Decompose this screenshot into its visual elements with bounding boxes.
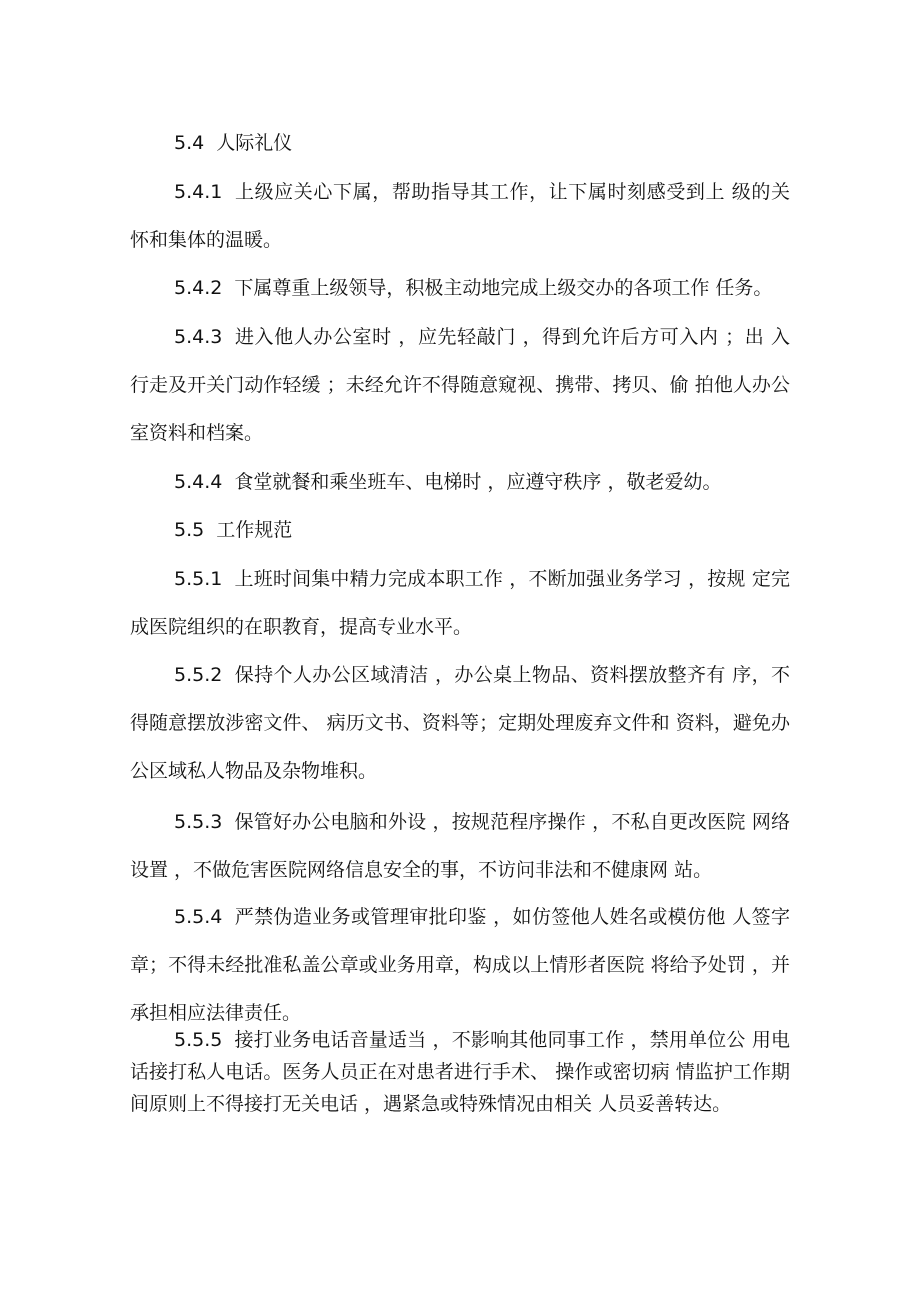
paragraph-number: 5.5.2 xyxy=(174,664,223,686)
paragraph-5-5-1 xyxy=(130,555,790,651)
paragraph-5-5 xyxy=(130,506,790,554)
paragraph-5-5-2 xyxy=(130,651,790,795)
paragraph-text: 进入他人办公室时 ，应先轻敲门 ，得到允许后方可入内 ；出 入行走及开关门动作轻缓 ；未经允许不得随意窥视、携带、拷贝、偷 拍他人办公室资料和档案。 xyxy=(130,326,790,444)
paragraph-number: 5.4 xyxy=(174,132,205,154)
paragraph-5-5-4 xyxy=(130,893,790,1037)
paragraph-5-4-4 xyxy=(130,458,790,506)
paragraph-5-4-2 xyxy=(130,264,790,312)
paragraph-number: 5.4.3 xyxy=(174,326,223,348)
paragraph-text: 严禁伪造业务或管理审批印鉴 ，如仿签他人姓名或模仿他 人签字章；不得未经批准私盖公章或业务用章，构成以上情形者医院 将给予处罚 ，并承担相应法律责任。 xyxy=(130,906,790,1024)
paragraph-5-4 xyxy=(130,119,790,167)
paragraph-5-5-5 xyxy=(130,1024,790,1120)
paragraph-5-4-3 xyxy=(130,313,790,457)
paragraph-text: 接打业务电话音量适当 ，不影响其他同事工作 ，禁用单位公 用电话接打私人电话。医务人员正在对患者进行手术、 操作或密切病 情监护工作期间原则上不得接打无关电话 ，遇紧急或特殊情况由相关 人员妥善转达。 xyxy=(130,1029,790,1115)
paragraph-number: 5.5.1 xyxy=(174,568,223,590)
paragraph-text: 保管好办公电脑和外设 ，按规范程序操作 ，不私自更改医院 网络设置 ，不做危害医院网络信息安全的事，不访问非法和不健康网 站。 xyxy=(130,811,790,881)
paragraph-text: 食堂就餐和乘坐班车、电梯时 ，应遵守秩序 ，敬老爱幼。 xyxy=(234,471,722,493)
paragraph-number: 5.5.3 xyxy=(174,811,223,833)
paragraph-5-4-1 xyxy=(130,168,790,264)
paragraph-number: 5.5.4 xyxy=(174,906,223,928)
paragraph-number: 5.4.1 xyxy=(174,181,223,203)
paragraph-number: 5.4.2 xyxy=(174,277,223,299)
paragraph-number: 5.5.5 xyxy=(174,1029,223,1051)
paragraph-text: 下属尊重上级领导，积极主动地完成上级交办的各项工作 任务。 xyxy=(234,277,773,299)
paragraph-5-5-3 xyxy=(130,798,790,894)
paragraph-number: 5.4.4 xyxy=(174,471,223,493)
paragraph-text: 工作规范 xyxy=(216,519,293,541)
paragraph-text: 上班时间集中精力完成本职工作 ，不断加强业务学习 ，按规 定完成医院组织的在职教育，提高专业水平。 xyxy=(130,568,790,638)
paragraph-text: 保持个人办公区域清洁 ，办公桌上物品、资料摆放整齐有 序，不得随意摆放涉密文件、 病历文书、资料等；定期处理废弃文件和 资料，避免办公区域私人物品及杂物堆积。 xyxy=(130,664,790,782)
paragraph-text: 人际礼仪 xyxy=(216,132,293,154)
paragraph-text: 上级应关心下属，帮助指导其工作，让下属时刻感受到上 级的关怀和集体的温暖。 xyxy=(130,181,790,251)
paragraph-number: 5.5 xyxy=(174,519,205,541)
